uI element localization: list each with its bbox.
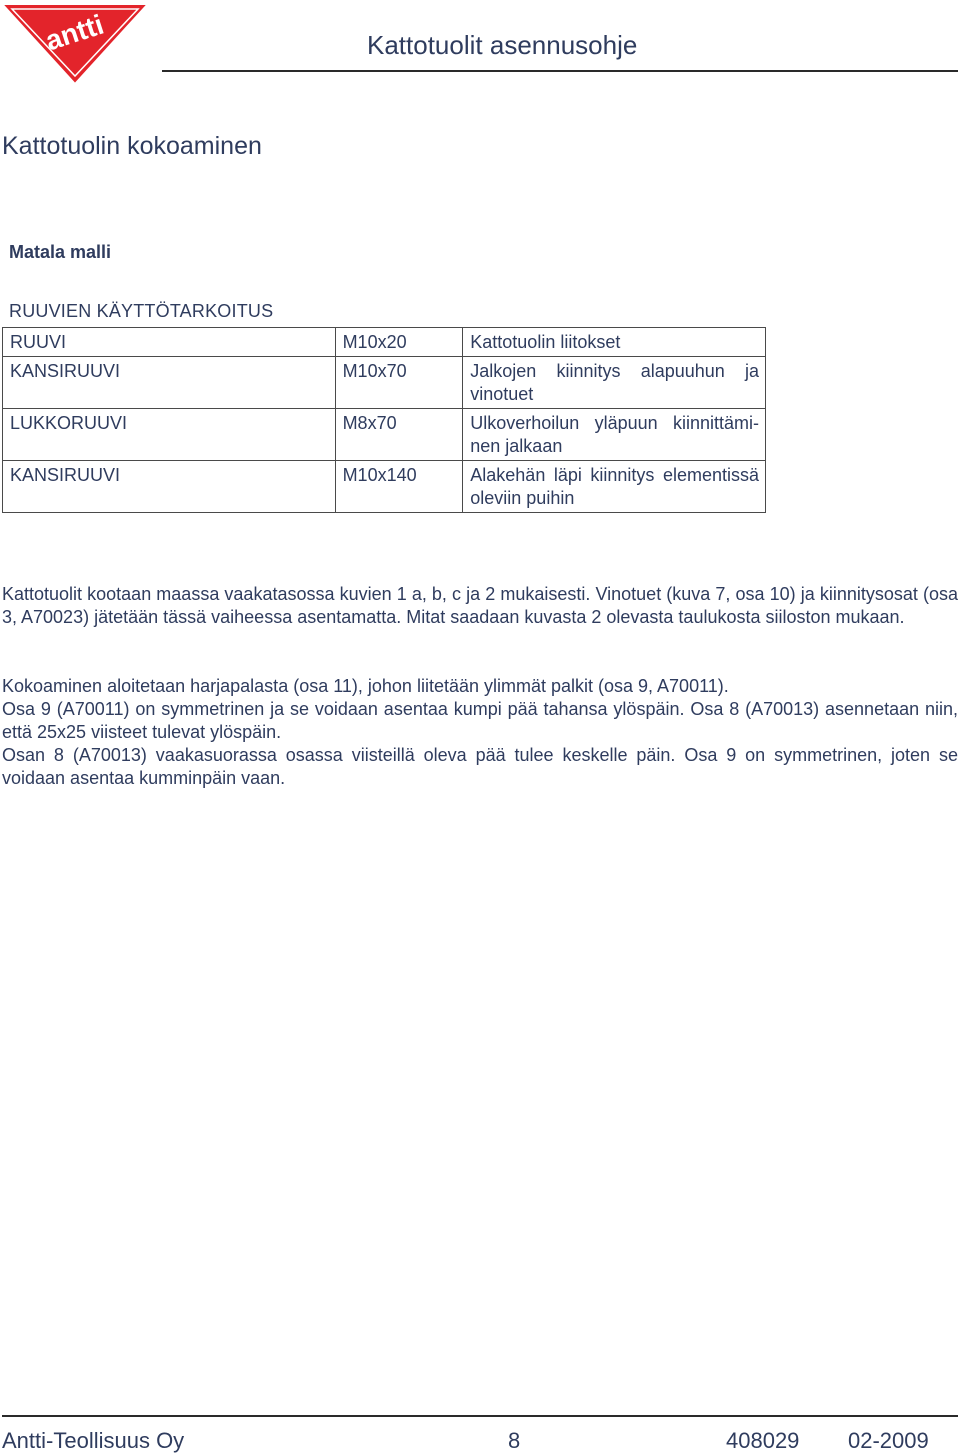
table-row: [3, 461, 766, 513]
screw-size-cell: M8x70: [335, 409, 463, 461]
screw-usage-table: [2, 327, 766, 513]
table-row: [3, 328, 766, 357]
footer-company: Antti-Teollisuus Oy: [2, 1428, 185, 1453]
antti-logo: [2, 4, 148, 84]
section-title: Kattotuolin kokoaminen: [2, 132, 262, 160]
screw-size-cell: M10x70: [335, 357, 463, 409]
screw-purpose-cell: Kattotuolin liitokset: [463, 328, 766, 357]
screw-name-cell: KANSIRUUVI: [3, 461, 336, 513]
footer-page-number: 8: [508, 1428, 521, 1453]
table-row: [3, 357, 766, 409]
footer-date: 02-2009: [848, 1428, 929, 1453]
screw-size-cell: M10x140: [335, 461, 463, 513]
header-rule: [162, 70, 958, 72]
body-paragraph: Osan 8 (A70013) vaakasuorassa osassa viisteillä oleva pää tulee keskelle päin. Osa 9 on symmetrinen, joten se voidaan asentaa kumminpäin vaan.: [2, 745, 958, 788]
footer-doc-number: 408029: [726, 1428, 800, 1453]
body-paragraph: Kattotuolit kootaan maassa vaakatasossa kuvien 1 a, b, c ja 2 mukaisesti. Vinotuet (kuva 7, osa 10) ja kiinnitysosat (osa 3, A70023) jätetään tässä vaiheessa asentamatta. Mitat saadaan kuvasta 2 olevasta taulukosta siiloston mukaan.: [2, 584, 958, 627]
screw-purpose-cell: Ulkoverhoilun yläpuun kiinnittämi-nen jalkaan: [463, 409, 766, 461]
screw-name-cell: KANSIRUUVI: [3, 357, 336, 409]
table-row: [3, 409, 766, 461]
screw-name-cell: RUUVI: [3, 328, 336, 357]
document-title: Kattotuolit asennusohje: [367, 30, 638, 60]
footer-rule: [2, 1415, 958, 1417]
logo-wordmark: antti: [41, 8, 108, 57]
screw-purpose-cell: Jalkojen kiinnitys alapuuhun ja vinotuet: [463, 357, 766, 409]
table-caption: RUUVIEN KÄYTTÖTARKOITUS: [9, 301, 274, 321]
screw-name-cell: LUKKORUUVI: [3, 409, 336, 461]
subtitle: Matala malli: [9, 242, 112, 262]
screw-purpose-cell: Alakehän läpi kiinnitys elementissä oleviin puihin: [463, 461, 766, 513]
body-paragraph: Kokoaminen aloitetaan harjapalasta (osa 11), johon liitetään ylimmät palkit (osa 9, A70011).: [2, 676, 729, 696]
screw-size-cell: M10x20: [335, 328, 463, 357]
body-paragraph: Osa 9 (A70011) on symmetrinen ja se voidaan asentaa kumpi pää tahansa ylöspäin. Osa 8 (A70013) asennetaan niin, että 25x25 viisteet tulevat ylöspäin.: [2, 699, 958, 742]
